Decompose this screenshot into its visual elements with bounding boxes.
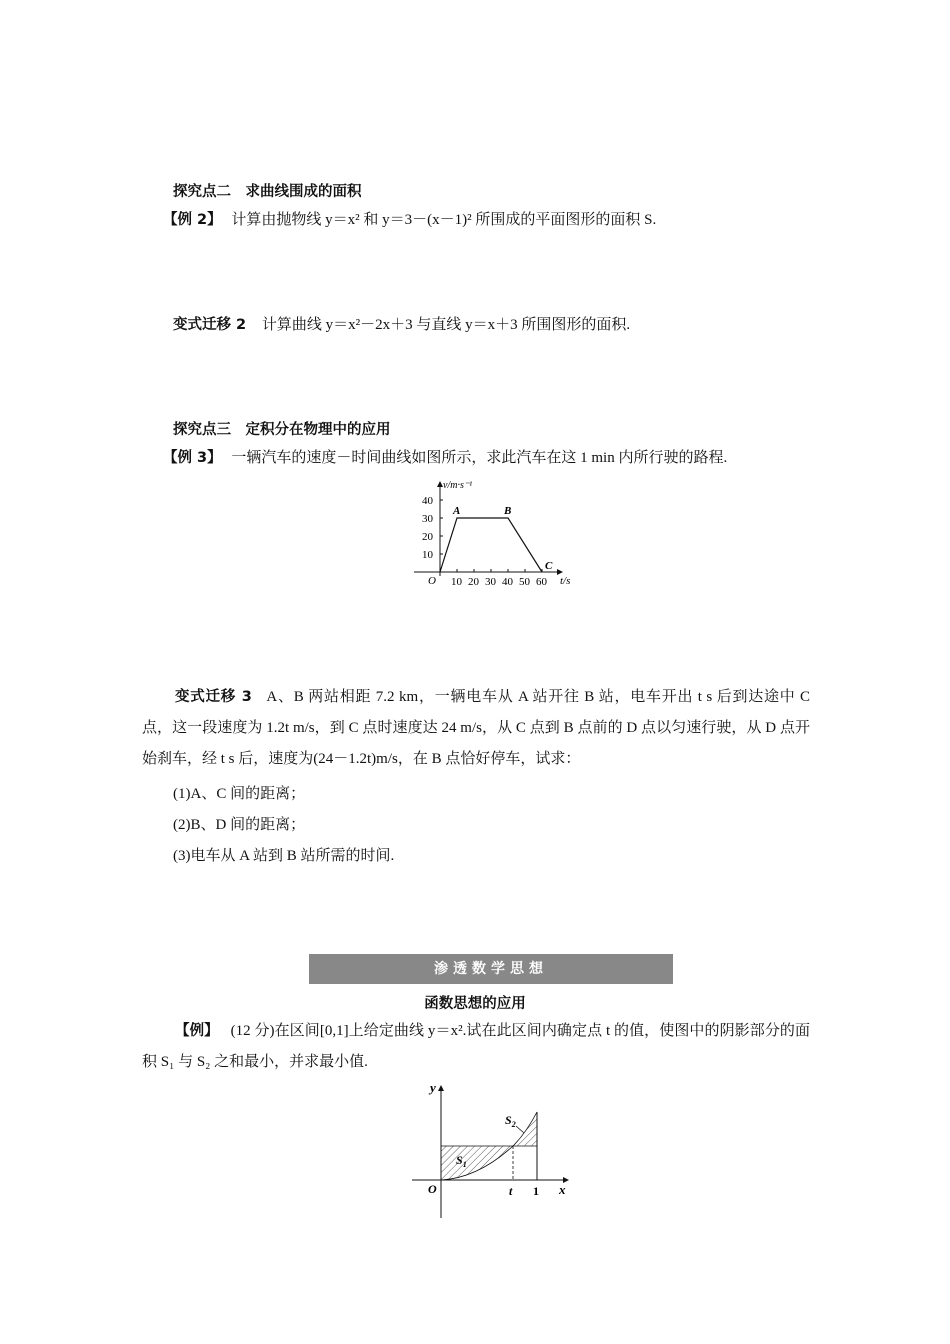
- variant3-text: A、B 两站相距 7.2 km，一辆电车从 A 站开往 B 站，电车开出 t s 后到达途中 C 点，这一段速度为 1.2t m/s，到 C 点时速度达 24 m/s，从 C 点到 B 点前的 D 点以匀速行驶，从 D 点开始刹车，经 t s 后，速度为(24－1.2t)m/s，在 B 点恰好停车，试求：: [142, 689, 811, 767]
- vt-x-axis-label: t/s: [560, 575, 571, 587]
- example2-text: 计算由抛物线 y＝x² 和 y＝3－(x－1)² 所围成的平面图形的面积 S.: [231, 212, 657, 228]
- vt-x-tick-label: 50: [519, 576, 530, 588]
- variant3: [142, 682, 810, 775]
- final-example-text: (12 分)在区间[0,1]上给定曲线 y＝x².试在此区间内确定点 t 的值，使图中的阴影部分的面积 S₁ 与 S₂ 之和最小，并求最小值.: [142, 1023, 811, 1070]
- question-2: (2)B、D 间的距离；: [173, 817, 306, 833]
- area-t-label: t: [509, 1184, 513, 1198]
- vt-x-tick-label: 60: [536, 576, 547, 588]
- section2-heading: 探究点二 求曲线围成的面积: [173, 184, 362, 200]
- section-banner: 渗透数学思想: [309, 954, 673, 984]
- s2-leader-line: [516, 1126, 524, 1133]
- final-example: [142, 1016, 810, 1078]
- variant2-label: 变式迁移 2: [173, 317, 247, 333]
- vt-y-tick-label: 10: [422, 549, 433, 561]
- vt-y-tick-label: 30: [422, 513, 433, 525]
- vt-point-label-b: B: [504, 505, 512, 517]
- example3-text: 一辆汽车的速度－时间曲线如图所示，求此汽车在这 1 min 内所行驶的路程.: [231, 450, 728, 466]
- vt-x-tick-label: 30: [485, 576, 496, 588]
- vt-y-tick-label: 20: [422, 531, 433, 543]
- question-1: (1)A、C 间的距离；: [173, 786, 306, 802]
- example2: [163, 208, 656, 229]
- s1-label: $S_1$: [456, 1153, 467, 1169]
- area-one-label: 1: [533, 1184, 539, 1198]
- final-example-label: 【例】: [175, 1023, 219, 1039]
- example3: [163, 446, 727, 467]
- example2-label: 【例 2】: [163, 212, 222, 228]
- area-origin-label: O: [428, 1182, 437, 1196]
- subheading: 函数思想的应用: [424, 996, 526, 1012]
- vt-y-tick-label: 40: [422, 495, 433, 507]
- s2-label: $S_2$: [505, 1113, 516, 1129]
- example3-label: 【例 3】: [163, 450, 222, 466]
- area-graph: [408, 1078, 576, 1220]
- vt-point-label-a: A: [453, 505, 461, 517]
- s1-shaded-region: [441, 1146, 513, 1180]
- area-y-label: y: [430, 1080, 436, 1095]
- question-3: (3)电车从 A 站到 B 站所需的时间.: [173, 848, 395, 864]
- variant3-label: 变式迁移 3: [175, 689, 252, 705]
- vt-x-tick-label: 10: [451, 576, 462, 588]
- velocity-curve: [440, 518, 542, 572]
- variant2-text: 计算曲线 y＝x²－2x＋3 与直线 y＝x＋3 所围图形的面积.: [261, 317, 631, 333]
- vt-point-label-c: C: [545, 560, 553, 572]
- vt-x-tick-label: 20: [468, 576, 479, 588]
- vt-origin-label: O: [428, 575, 436, 587]
- section3-heading: 探究点三 定积分在物理中的应用: [173, 422, 391, 438]
- s2-shaded-region: [513, 1112, 537, 1146]
- area-x-label: x: [559, 1182, 566, 1197]
- velocity-time-graph: [410, 476, 580, 592]
- vt-y-axis-label: v/m·s⁻¹: [443, 480, 473, 491]
- vt-x-tick-label: 40: [502, 576, 513, 588]
- variant2: [173, 313, 630, 334]
